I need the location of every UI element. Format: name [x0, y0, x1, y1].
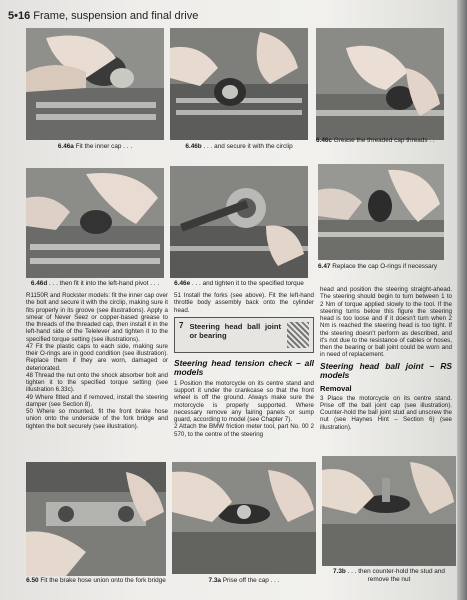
- text-column-2: [174, 292, 314, 438]
- caption-6-46b: 6.46b . . . and secure it with the circlip: [185, 143, 293, 150]
- caption-6-46e: 6.46e . . . and tighten it to the specified torque: [174, 280, 304, 287]
- photo-7-3b: [322, 456, 456, 566]
- section-stripes: [287, 322, 309, 348]
- paragraph: 2 Attach the BMW friction meter tool, part No. 00 2 570, to the centre of the steering: [174, 423, 314, 438]
- photo-6-50: [26, 462, 166, 576]
- heading-tension-check: Steering head tension check – all models: [174, 357, 314, 378]
- heading-removal: Removal: [320, 383, 352, 393]
- heading-rs-models: Steering head ball joint – RS models: [320, 360, 452, 380]
- caption-7-3a: 7.3a Prise off the cap . . .: [208, 577, 280, 584]
- caption-6-50: 6.50 Fit the brake hose union onto the fork bridge: [26, 577, 166, 584]
- page-title: Frame, suspension and final drive: [33, 10, 199, 22]
- text-column-1: [26, 292, 168, 430]
- caption-6-46c: 6.46c Grease the threaded cap threads . .: [316, 137, 435, 144]
- section-box: [174, 317, 314, 353]
- paragraph: 50 Where so mounted, fit the front brake hose union onto the underside of the fork bridge and tighten the bolt securely (see illustration).: [26, 408, 168, 430]
- photo-6-46b: [170, 28, 308, 140]
- photo-6-46e: [170, 166, 308, 278]
- paragraph: 3 Place the motorcycle on its centre stand. Prise off the ball joint cap (see illustration). Counter-hold the ball joint stud and unscrew the nut (see Haynes Hint – Section 6) (see illustration).: [320, 394, 452, 431]
- paragraph: R1150R and Rockster models: fit the inner cap over the bolt and secure it with the circlip, making sure it fits properly in its groove (see illustrations). Apply a smear of Never Seez or copper-based grease to the threads of the threaded cap, then install it in the left-hand side of the Telelever and tighten it to the specified torque setting (see illustrations).: [26, 292, 168, 343]
- photo-6-46d: [26, 168, 164, 278]
- text-column-3: [320, 286, 452, 431]
- page-number: 5•16: [8, 10, 31, 22]
- page-edge-shadow: [457, 0, 467, 600]
- caption-6-46d: 6.46d . . . then fit it into the left-hand pivot . . .: [30, 280, 160, 287]
- photo-6-47: [318, 164, 444, 260]
- photo-6-46c: [316, 28, 444, 140]
- section-number: 7: [179, 320, 184, 330]
- page-header: [8, 10, 198, 22]
- paragraph: 49 Where fitted and if removed, install the steering damper (see Section 8).: [26, 393, 168, 408]
- caption-6-46a: 6.46a Fit the inner cap . . .: [57, 143, 133, 150]
- paragraph: 51 Install the forks (see above). Fit the left-hand throttle body assembly back onto the cylinder head.: [174, 292, 314, 314]
- caption-6-47: 6.47 Replace the cap O-rings if necessary: [318, 263, 438, 270]
- paragraph: head and position the steering straight-ahead. The steering should begin to turn between 1 to 2 Nm of torque applied slowly to the tool. If the steering turns below this figure the steering head is too loose and if it doesn't turn when 2 Nm is reached the steering head is too tight. If the steering doesn't perform as described, and it's not due to the resistance of cables or hoses, then the bearing or ball joint could be worn and in need of replacement.: [320, 286, 452, 359]
- paragraph: 1 Position the motorcycle on its centre stand and support it under the crankcase so that the front wheel is off the ground. Always make sure the motorcycle is properly supported. Where necessary remove any fairing panels or sump guard, according to model (see Chapter 7).: [174, 379, 314, 423]
- paragraph: 47 Fit the plastic caps to each side, making sure their O-rings are in good condition (see illustration). Replace them if they are worn, damaged or deteriorated.: [26, 342, 168, 372]
- section-title: Steering head ball joint or bearing: [189, 321, 281, 340]
- photo-6-46a: [26, 28, 164, 140]
- caption-7-3b: 7.3b . . . then counter-hold the stud and remove the nut: [333, 568, 445, 583]
- photo-7-3a: [172, 462, 316, 574]
- paragraph: 48 Thread the nut onto the shock absorber bolt and tighten it to the specified torque setting (see illustration 6.33c).: [26, 371, 168, 394]
